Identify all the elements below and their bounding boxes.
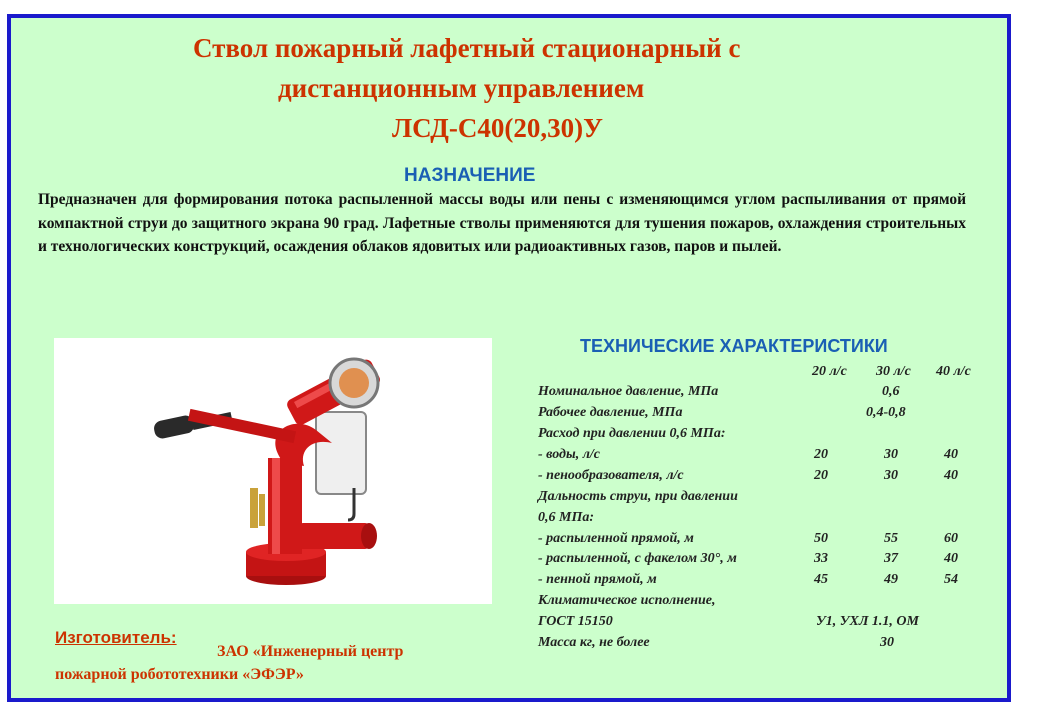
- title-line-3: ЛСД-С40(20,30)У: [392, 113, 603, 143]
- spec-row: [530, 635, 990, 656]
- spec-span-value: 0,6: [882, 384, 900, 399]
- spec-label: Расход при давлении 0,6 МПа:: [538, 426, 726, 441]
- spec-row: [530, 510, 990, 531]
- spec-label: Масса кг, не более: [538, 635, 650, 650]
- spec-span-value: У1, УХЛ 1.1, ОМ: [816, 614, 919, 629]
- manufacturer-label: Изготовитель:: [55, 628, 177, 647]
- spec-label: Климатическое исполнение,: [538, 593, 716, 608]
- column-header-40: 40 л/с: [936, 364, 971, 379]
- spec-row: [530, 405, 990, 426]
- spec-label: - пенообразователя, л/с: [538, 468, 684, 483]
- fire-monitor-illustration: [54, 338, 492, 604]
- spec-row: [530, 593, 990, 614]
- spec-value-30: 37: [884, 551, 898, 566]
- spec-value-40: 60: [944, 531, 958, 546]
- spec-label: Номинальное давление, МПа: [538, 384, 719, 399]
- spec-value-30: 55: [884, 531, 898, 546]
- manufacturer-name-line-2: пожарной робототехники «ЭФЭР»: [55, 666, 304, 683]
- product-photo: [54, 338, 492, 604]
- spec-value-20: 20: [814, 468, 828, 483]
- spec-value-20: 45: [814, 572, 828, 587]
- spec-span-value: 30: [880, 635, 894, 650]
- spec-value-20: 20: [814, 447, 828, 462]
- spec-label: Рабочее давление, МПа: [538, 405, 683, 420]
- spec-label: - воды, л/с: [538, 447, 600, 462]
- spec-value-40: 40: [944, 468, 958, 483]
- spec-label: - распыленной прямой, м: [538, 531, 694, 546]
- spec-label: 0,6 МПа:: [538, 510, 594, 525]
- spec-label: ГОСТ 15150: [538, 614, 613, 629]
- spec-row: [530, 468, 990, 489]
- spec-value-40: 40: [944, 447, 958, 462]
- spec-value-40: 40: [944, 551, 958, 566]
- spec-row: [530, 489, 990, 510]
- spec-value-30: 30: [884, 447, 898, 462]
- column-header-30: 30 л/с: [876, 364, 911, 379]
- spec-row: [530, 384, 990, 405]
- column-header-20: 20 л/с: [812, 364, 847, 379]
- spec-value-20: 50: [814, 531, 828, 546]
- purpose-heading: НАЗНАЧЕНИЕ: [404, 165, 536, 186]
- spec-value-40: 54: [944, 572, 958, 587]
- spec-value-30: 30: [884, 468, 898, 483]
- spec-value-30: 49: [884, 572, 898, 587]
- title-line-2: дистанционным управлением: [278, 73, 645, 103]
- spec-label: - пенной прямой, м: [538, 572, 657, 587]
- spec-label: Дальность струи, при давлении: [538, 489, 738, 504]
- spec-span-value: 0,4-0,8: [866, 405, 906, 420]
- spec-row: [530, 614, 990, 635]
- spec-label: - распыленной, с факелом 30°, м: [538, 551, 737, 566]
- spec-value-20: 33: [814, 551, 828, 566]
- spec-row: [530, 551, 990, 572]
- purpose-text: Предназначен для формирования потока распыленной массы воды или пены с изменяющимся углом распыливания от прямой компактной струи до защитного экрана 90 град. Лафетные стволы применяются для тушения пожаров, охлаждения строительных и технологических конструкций, осаждения облаков ядовитых или радиоактивных газов, паров и пылей.: [38, 191, 966, 255]
- manufacturer-name-line-1: ЗАО «Инженерный центр: [217, 643, 404, 660]
- spec-row: [530, 447, 990, 468]
- specs-heading: ТЕХНИЧЕСКИЕ ХАРАКТЕРИСТИКИ: [580, 336, 888, 356]
- spec-row: [530, 531, 990, 552]
- title-line-1: Ствол пожарный лафетный стационарный с: [193, 33, 741, 63]
- spec-row: [530, 572, 990, 593]
- spec-row: [530, 426, 990, 447]
